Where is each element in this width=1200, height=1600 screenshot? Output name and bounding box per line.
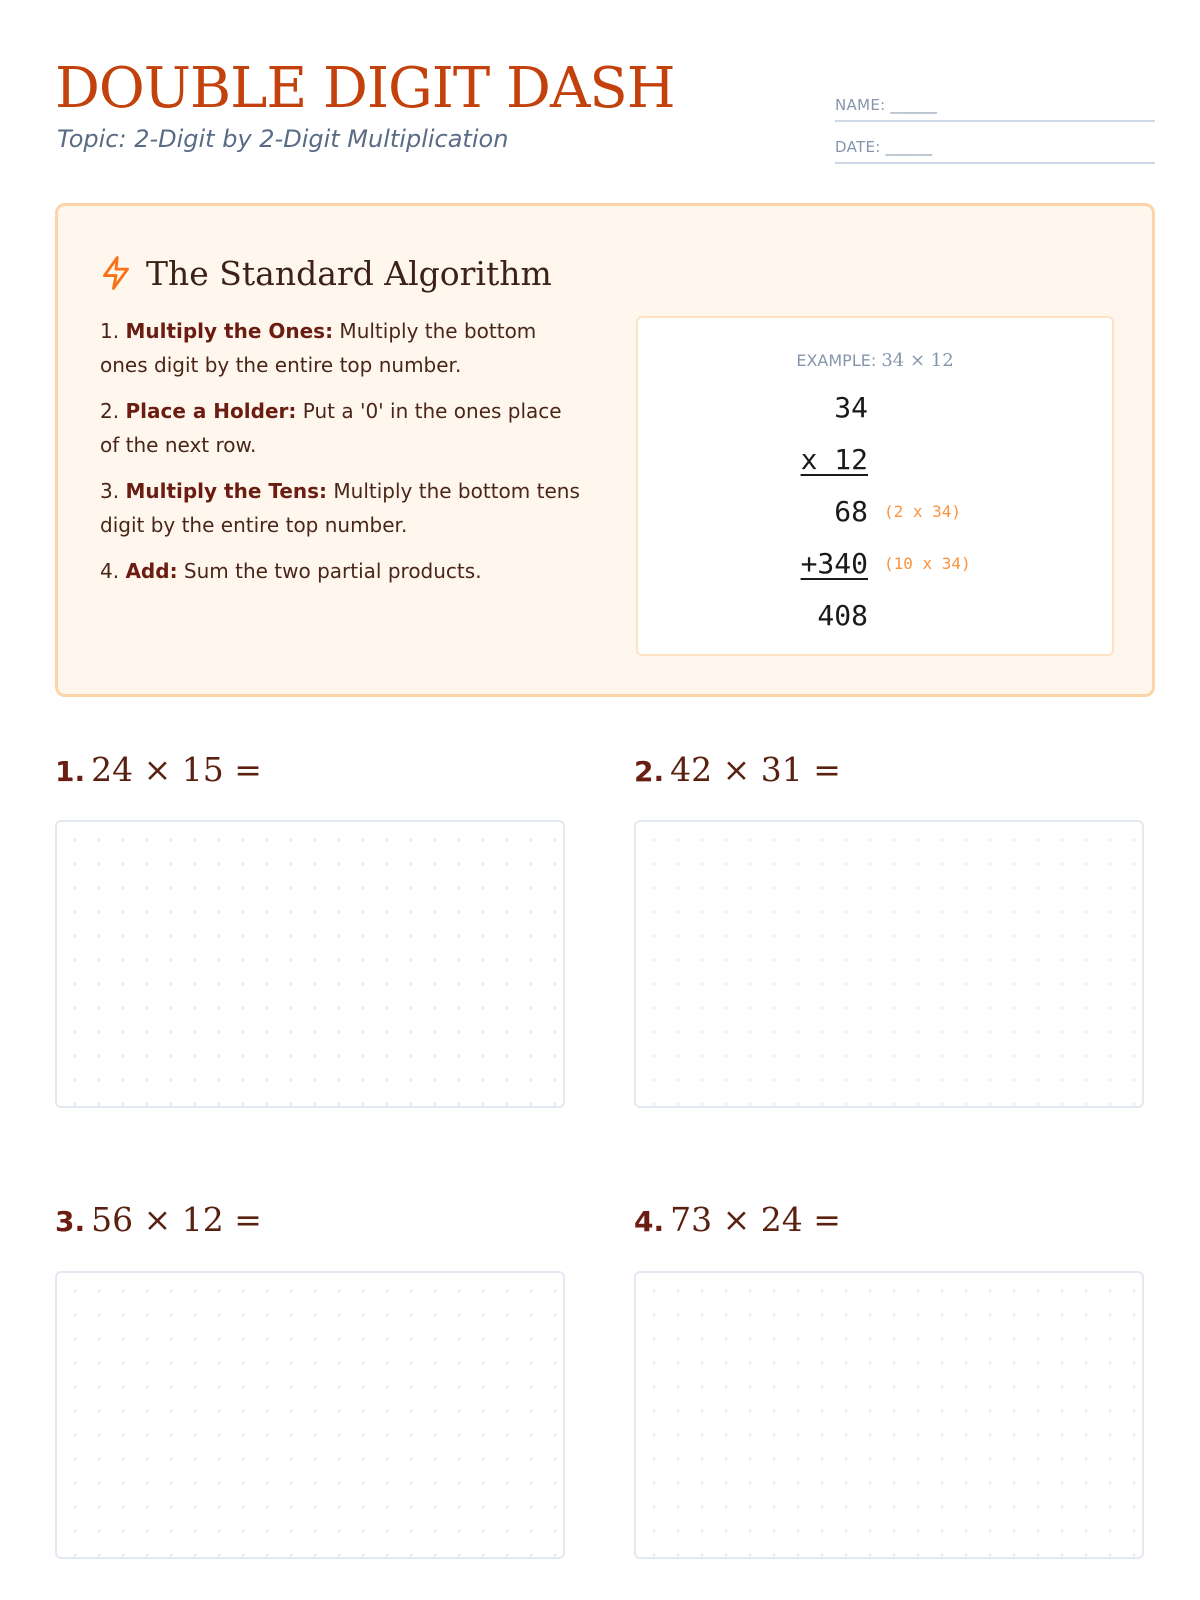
date-field[interactable]: DATE: ______: [835, 135, 1155, 164]
example-partial-product-1: 68: [834, 495, 868, 528]
example-label: EXAMPLE: 34 × 12: [796, 350, 954, 371]
student-fields: [835, 93, 1155, 177]
work-area[interactable]: [634, 1271, 1144, 1559]
worksheet-header: [55, 55, 1155, 165]
example-multiplier: x 12: [800, 443, 868, 476]
problem-label: 1. 24 × 15 =: [55, 750, 262, 789]
example-result: 408: [817, 599, 868, 632]
problem-label: 2. 42 × 31 =: [634, 750, 841, 789]
problem-label: 4. 73 × 24 =: [634, 1200, 841, 1239]
step-item: 1. Multiply the Ones: Multiply the bottom ones digit by the entire top number.: [100, 319, 537, 377]
algorithm-panel: [55, 203, 1155, 697]
lightning-icon: [100, 255, 132, 291]
problem-label: 3. 56 × 12 =: [55, 1200, 262, 1239]
algorithm-steps: [100, 314, 580, 600]
work-area[interactable]: [634, 820, 1144, 1108]
work-area[interactable]: [55, 1271, 565, 1559]
algorithm-heading: [100, 251, 552, 295]
example-box: [636, 316, 1114, 656]
algorithm-title: The Standard Algorithm: [146, 253, 552, 293]
topic-subtitle: Topic: 2-Digit by 2-Digit Multiplication: [57, 125, 509, 153]
step-item: 4. Add: Sum the two partial products.: [100, 559, 482, 583]
step-item: 3. Multiply the Tens: Multiply the bottom tens digit by the entire top number.: [100, 479, 580, 537]
step-item: 2. Place a Holder: Put a '0' in the ones place of the next row.: [100, 399, 562, 457]
name-field[interactable]: NAME: ______: [835, 93, 1155, 122]
example-top-number: 34: [834, 391, 868, 424]
example-partial-product-2: +340: [800, 547, 868, 580]
page-title: DOUBLE DIGIT DASH: [55, 56, 675, 121]
example-note-2: (10 x 34): [884, 554, 971, 573]
work-area[interactable]: [55, 820, 565, 1108]
example-note-1: (2 x 34): [884, 502, 962, 521]
